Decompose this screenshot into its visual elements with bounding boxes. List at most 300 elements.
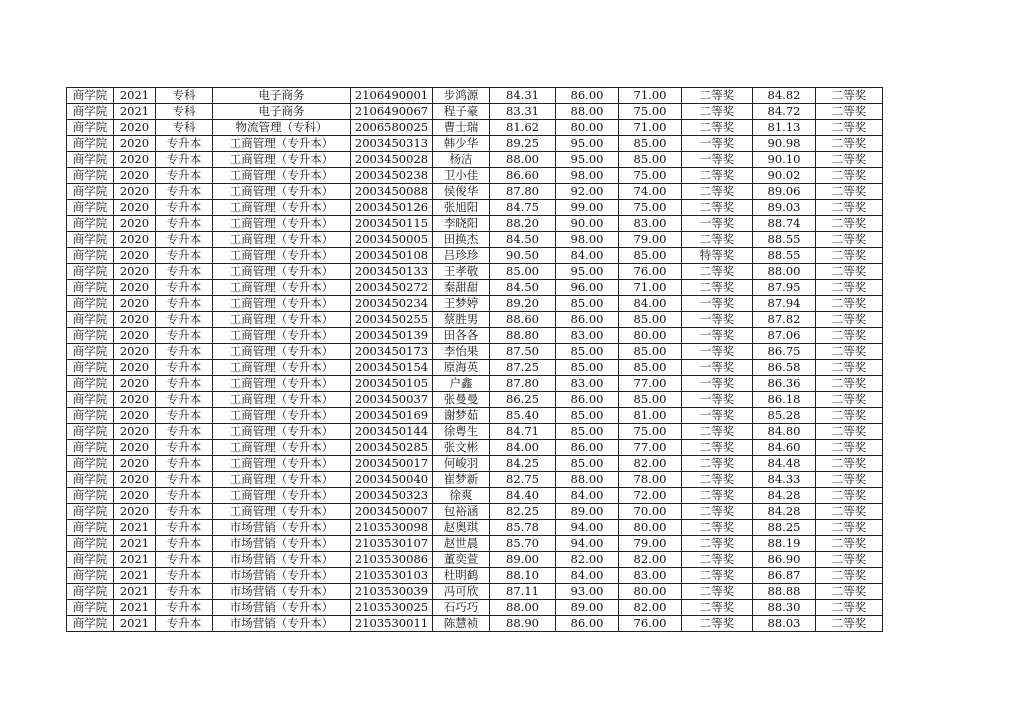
level-cell: 专升本 (156, 504, 213, 520)
score-c-cell: 80.00 (619, 520, 682, 536)
level-cell: 专升本 (156, 360, 213, 376)
table-row (67, 488, 883, 504)
table-row (67, 472, 883, 488)
college-cell: 商学院 (67, 472, 114, 488)
award-a-cell: 一等奖 (682, 376, 753, 392)
college-cell: 商学院 (67, 600, 114, 616)
score-b-cell: 82.00 (556, 552, 619, 568)
total-score-cell: 88.19 (753, 536, 816, 552)
student-id-cell: 2003450285 (351, 440, 433, 456)
total-score-cell: 86.90 (753, 552, 816, 568)
student-id-cell: 2006580025 (351, 120, 433, 136)
table-row (67, 504, 883, 520)
score-c-cell: 80.00 (619, 584, 682, 600)
award-final-cell: 二等奖 (816, 120, 883, 136)
award-a-cell: 二等奖 (682, 584, 753, 600)
score-b-cell: 85.00 (556, 408, 619, 424)
score-c-cell: 74.00 (619, 184, 682, 200)
award-final-cell: 二等奖 (816, 472, 883, 488)
table-row (67, 120, 883, 136)
award-a-cell: 二等奖 (682, 568, 753, 584)
score-a-cell: 84.50 (490, 280, 556, 296)
total-score-cell: 86.58 (753, 360, 816, 376)
table-row (67, 216, 883, 232)
table-row (67, 536, 883, 552)
year-cell: 2020 (114, 248, 156, 264)
name-cell: 程子豪 (433, 104, 490, 120)
year-cell: 2021 (114, 568, 156, 584)
award-final-cell: 二等奖 (816, 360, 883, 376)
award-a-cell: 二等奖 (682, 504, 753, 520)
year-cell: 2021 (114, 88, 156, 104)
major-cell: 工商管理（专升本） (213, 296, 351, 312)
year-cell: 2020 (114, 168, 156, 184)
award-a-cell: 二等奖 (682, 536, 753, 552)
college-cell: 商学院 (67, 232, 114, 248)
score-b-cell: 85.00 (556, 360, 619, 376)
major-cell: 工商管理（专升本） (213, 216, 351, 232)
level-cell: 专升本 (156, 216, 213, 232)
year-cell: 2021 (114, 536, 156, 552)
table-row (67, 376, 883, 392)
score-b-cell: 86.00 (556, 616, 619, 632)
score-b-cell: 84.00 (556, 248, 619, 264)
college-cell: 商学院 (67, 296, 114, 312)
total-score-cell: 86.87 (753, 568, 816, 584)
major-cell: 电子商务 (213, 104, 351, 120)
score-c-cell: 77.00 (619, 376, 682, 392)
name-cell: 徐爽 (433, 488, 490, 504)
student-id-cell: 2003450017 (351, 456, 433, 472)
student-id-cell: 2106490067 (351, 104, 433, 120)
award-final-cell: 二等奖 (816, 264, 883, 280)
score-a-cell: 84.50 (490, 232, 556, 248)
level-cell: 专科 (156, 120, 213, 136)
score-a-cell: 88.60 (490, 312, 556, 328)
total-score-cell: 89.03 (753, 200, 816, 216)
score-b-cell: 95.00 (556, 152, 619, 168)
college-cell: 商学院 (67, 520, 114, 536)
table-row (67, 264, 883, 280)
score-b-cell: 98.00 (556, 168, 619, 184)
award-a-cell: 一等奖 (682, 360, 753, 376)
year-cell: 2020 (114, 376, 156, 392)
name-cell: 田各各 (433, 328, 490, 344)
student-id-cell: 2103530039 (351, 584, 433, 600)
score-b-cell: 84.00 (556, 568, 619, 584)
table-row (67, 584, 883, 600)
score-c-cell: 81.00 (619, 408, 682, 424)
award-final-cell: 二等奖 (816, 488, 883, 504)
name-cell: 杨洁 (433, 152, 490, 168)
level-cell: 专升本 (156, 456, 213, 472)
award-final-cell: 二等奖 (816, 104, 883, 120)
year-cell: 2020 (114, 392, 156, 408)
score-c-cell: 85.00 (619, 360, 682, 376)
score-b-cell: 86.00 (556, 88, 619, 104)
table-row (67, 104, 883, 120)
score-b-cell: 99.00 (556, 200, 619, 216)
table-row (67, 616, 883, 632)
student-id-cell: 2003450005 (351, 232, 433, 248)
name-cell: 陈慧祯 (433, 616, 490, 632)
score-c-cell: 75.00 (619, 424, 682, 440)
award-final-cell: 二等奖 (816, 280, 883, 296)
major-cell: 工商管理（专升本） (213, 376, 351, 392)
award-final-cell: 二等奖 (816, 376, 883, 392)
table-row (67, 392, 883, 408)
score-a-cell: 84.25 (490, 456, 556, 472)
college-cell: 商学院 (67, 328, 114, 344)
major-cell: 工商管理（专升本） (213, 248, 351, 264)
level-cell: 专升本 (156, 344, 213, 360)
score-a-cell: 84.31 (490, 88, 556, 104)
table-row (67, 344, 883, 360)
total-score-cell: 87.82 (753, 312, 816, 328)
score-a-cell: 84.00 (490, 440, 556, 456)
college-cell: 商学院 (67, 552, 114, 568)
total-score-cell: 88.55 (753, 248, 816, 264)
score-b-cell: 92.00 (556, 184, 619, 200)
score-b-cell: 86.00 (556, 440, 619, 456)
score-a-cell: 89.20 (490, 296, 556, 312)
total-score-cell: 90.98 (753, 136, 816, 152)
table-row (67, 552, 883, 568)
award-final-cell: 二等奖 (816, 344, 883, 360)
major-cell: 市场营销（专升本） (213, 600, 351, 616)
score-b-cell: 88.00 (556, 472, 619, 488)
total-score-cell: 88.25 (753, 520, 816, 536)
level-cell: 专升本 (156, 472, 213, 488)
student-id-cell: 2003450238 (351, 168, 433, 184)
major-cell: 物流管理（专科） (213, 120, 351, 136)
award-a-cell: 二等奖 (682, 200, 753, 216)
table-row (67, 440, 883, 456)
level-cell: 专升本 (156, 296, 213, 312)
score-a-cell: 84.71 (490, 424, 556, 440)
student-id-cell: 2103530011 (351, 616, 433, 632)
student-id-cell: 2003450133 (351, 264, 433, 280)
score-c-cell: 85.00 (619, 392, 682, 408)
award-a-cell: 二等奖 (682, 88, 753, 104)
score-b-cell: 94.00 (556, 520, 619, 536)
name-cell: 包裕涵 (433, 504, 490, 520)
college-cell: 商学院 (67, 216, 114, 232)
score-a-cell: 88.00 (490, 600, 556, 616)
total-score-cell: 84.28 (753, 504, 816, 520)
table-row (67, 296, 883, 312)
name-cell: 崔梦新 (433, 472, 490, 488)
score-c-cell: 80.00 (619, 328, 682, 344)
name-cell: 吕珍珍 (433, 248, 490, 264)
major-cell: 工商管理（专升本） (213, 360, 351, 376)
award-a-cell: 二等奖 (682, 472, 753, 488)
major-cell: 工商管理（专升本） (213, 168, 351, 184)
student-id-cell: 2003450255 (351, 312, 433, 328)
major-cell: 市场营销（专升本） (213, 552, 351, 568)
level-cell: 专升本 (156, 616, 213, 632)
college-cell: 商学院 (67, 456, 114, 472)
level-cell: 专升本 (156, 488, 213, 504)
score-a-cell: 83.31 (490, 104, 556, 120)
college-cell: 商学院 (67, 152, 114, 168)
year-cell: 2020 (114, 408, 156, 424)
score-c-cell: 76.00 (619, 616, 682, 632)
award-a-cell: 二等奖 (682, 552, 753, 568)
total-score-cell: 89.06 (753, 184, 816, 200)
year-cell: 2020 (114, 424, 156, 440)
name-cell: 董奕萱 (433, 552, 490, 568)
year-cell: 2020 (114, 488, 156, 504)
score-a-cell: 88.20 (490, 216, 556, 232)
total-score-cell: 86.36 (753, 376, 816, 392)
award-final-cell: 二等奖 (816, 296, 883, 312)
award-final-cell: 二等奖 (816, 392, 883, 408)
award-a-cell: 二等奖 (682, 456, 753, 472)
level-cell: 专升本 (156, 440, 213, 456)
college-cell: 商学院 (67, 488, 114, 504)
major-cell: 工商管理（专升本） (213, 440, 351, 456)
name-cell: 侯俊华 (433, 184, 490, 200)
score-b-cell: 89.00 (556, 504, 619, 520)
score-c-cell: 85.00 (619, 312, 682, 328)
name-cell: 原海英 (433, 360, 490, 376)
score-c-cell: 71.00 (619, 280, 682, 296)
score-c-cell: 70.00 (619, 504, 682, 520)
score-b-cell: 86.00 (556, 392, 619, 408)
score-a-cell: 87.11 (490, 584, 556, 600)
major-cell: 市场营销（专升本） (213, 584, 351, 600)
major-cell: 电子商务 (213, 88, 351, 104)
award-a-cell: 二等奖 (682, 120, 753, 136)
table-row (67, 360, 883, 376)
student-id-cell: 2003450144 (351, 424, 433, 440)
award-final-cell: 二等奖 (816, 568, 883, 584)
college-cell: 商学院 (67, 424, 114, 440)
name-cell: 谢梦茹 (433, 408, 490, 424)
student-id-cell: 2003450037 (351, 392, 433, 408)
year-cell: 2020 (114, 344, 156, 360)
name-cell: 曹士瑞 (433, 120, 490, 136)
score-c-cell: 79.00 (619, 536, 682, 552)
name-cell: 王孝敬 (433, 264, 490, 280)
award-a-cell: 一等奖 (682, 152, 753, 168)
award-final-cell: 二等奖 (816, 88, 883, 104)
student-id-cell: 2106490001 (351, 88, 433, 104)
level-cell: 专升本 (156, 152, 213, 168)
score-a-cell: 87.50 (490, 344, 556, 360)
table-row (67, 312, 883, 328)
major-cell: 工商管理（专升本） (213, 152, 351, 168)
score-b-cell: 86.00 (556, 312, 619, 328)
score-a-cell: 85.78 (490, 520, 556, 536)
level-cell: 专升本 (156, 600, 213, 616)
score-b-cell: 98.00 (556, 232, 619, 248)
level-cell: 专升本 (156, 200, 213, 216)
total-score-cell: 85.28 (753, 408, 816, 424)
table-row (67, 424, 883, 440)
score-c-cell: 72.00 (619, 488, 682, 504)
year-cell: 2020 (114, 360, 156, 376)
score-a-cell: 88.10 (490, 568, 556, 584)
score-a-cell: 88.80 (490, 328, 556, 344)
name-cell: 石巧巧 (433, 600, 490, 616)
table-row (67, 248, 883, 264)
student-id-cell: 2003450313 (351, 136, 433, 152)
major-cell: 市场营销（专升本） (213, 616, 351, 632)
name-cell: 冯可欣 (433, 584, 490, 600)
score-b-cell: 90.00 (556, 216, 619, 232)
total-score-cell: 88.88 (753, 584, 816, 600)
score-a-cell: 81.62 (490, 120, 556, 136)
score-b-cell: 88.00 (556, 104, 619, 120)
student-id-cell: 2103530098 (351, 520, 433, 536)
name-cell: 李晓阳 (433, 216, 490, 232)
year-cell: 2020 (114, 184, 156, 200)
student-id-cell: 2003450234 (351, 296, 433, 312)
student-id-cell: 2003450154 (351, 360, 433, 376)
student-id-cell: 2003450323 (351, 488, 433, 504)
score-a-cell: 88.00 (490, 152, 556, 168)
year-cell: 2021 (114, 600, 156, 616)
award-a-cell: 一等奖 (682, 216, 753, 232)
name-cell: 蔡胜男 (433, 312, 490, 328)
award-final-cell: 二等奖 (816, 312, 883, 328)
score-a-cell: 87.80 (490, 184, 556, 200)
total-score-cell: 88.00 (753, 264, 816, 280)
total-score-cell: 84.28 (753, 488, 816, 504)
college-cell: 商学院 (67, 440, 114, 456)
score-c-cell: 83.00 (619, 568, 682, 584)
college-cell: 商学院 (67, 568, 114, 584)
score-c-cell: 75.00 (619, 104, 682, 120)
level-cell: 专升本 (156, 424, 213, 440)
year-cell: 2020 (114, 152, 156, 168)
score-a-cell: 89.25 (490, 136, 556, 152)
level-cell: 专升本 (156, 280, 213, 296)
name-cell: 户鑫 (433, 376, 490, 392)
level-cell: 专升本 (156, 264, 213, 280)
college-cell: 商学院 (67, 344, 114, 360)
year-cell: 2020 (114, 136, 156, 152)
score-c-cell: 85.00 (619, 152, 682, 168)
level-cell: 专升本 (156, 232, 213, 248)
year-cell: 2020 (114, 472, 156, 488)
year-cell: 2020 (114, 120, 156, 136)
name-cell: 李怡果 (433, 344, 490, 360)
total-score-cell: 87.95 (753, 280, 816, 296)
major-cell: 工商管理（专升本） (213, 184, 351, 200)
score-c-cell: 76.00 (619, 264, 682, 280)
name-cell: 韩少华 (433, 136, 490, 152)
total-score-cell: 87.94 (753, 296, 816, 312)
student-id-cell: 2003450007 (351, 504, 433, 520)
table-row (67, 520, 883, 536)
student-id-cell: 2003450126 (351, 200, 433, 216)
award-final-cell: 二等奖 (816, 216, 883, 232)
table-row (67, 152, 883, 168)
score-b-cell: 85.00 (556, 344, 619, 360)
total-score-cell: 84.33 (753, 472, 816, 488)
college-cell: 商学院 (67, 168, 114, 184)
college-cell: 商学院 (67, 408, 114, 424)
table-row (67, 600, 883, 616)
table-row (67, 280, 883, 296)
score-c-cell: 82.00 (619, 600, 682, 616)
name-cell: 张文彬 (433, 440, 490, 456)
college-cell: 商学院 (67, 248, 114, 264)
student-id-cell: 2103530107 (351, 536, 433, 552)
score-b-cell: 89.00 (556, 600, 619, 616)
score-c-cell: 82.00 (619, 552, 682, 568)
score-b-cell: 96.00 (556, 280, 619, 296)
award-final-cell: 二等奖 (816, 328, 883, 344)
score-c-cell: 78.00 (619, 472, 682, 488)
name-cell: 徐粤生 (433, 424, 490, 440)
score-a-cell: 89.00 (490, 552, 556, 568)
score-a-cell: 88.90 (490, 616, 556, 632)
score-c-cell: 85.00 (619, 136, 682, 152)
year-cell: 2020 (114, 456, 156, 472)
award-final-cell: 二等奖 (816, 200, 883, 216)
name-cell: 卫小佳 (433, 168, 490, 184)
year-cell: 2020 (114, 280, 156, 296)
major-cell: 工商管理（专升本） (213, 136, 351, 152)
award-a-cell: 二等奖 (682, 280, 753, 296)
name-cell: 张曼曼 (433, 392, 490, 408)
score-a-cell: 84.40 (490, 488, 556, 504)
total-score-cell: 86.18 (753, 392, 816, 408)
award-a-cell: 二等奖 (682, 440, 753, 456)
college-cell: 商学院 (67, 120, 114, 136)
score-b-cell: 80.00 (556, 120, 619, 136)
table-row (67, 328, 883, 344)
year-cell: 2020 (114, 264, 156, 280)
score-a-cell: 82.75 (490, 472, 556, 488)
award-a-cell: 特等奖 (682, 248, 753, 264)
name-cell: 赵奥琪 (433, 520, 490, 536)
score-b-cell: 85.00 (556, 296, 619, 312)
award-final-cell: 二等奖 (816, 424, 883, 440)
major-cell: 工商管理（专升本） (213, 280, 351, 296)
name-cell: 赵世晨 (433, 536, 490, 552)
name-cell: 王梦婷 (433, 296, 490, 312)
level-cell: 专升本 (156, 392, 213, 408)
award-a-cell: 一等奖 (682, 312, 753, 328)
student-id-cell: 2003450272 (351, 280, 433, 296)
major-cell: 工商管理（专升本） (213, 472, 351, 488)
score-c-cell: 75.00 (619, 200, 682, 216)
college-cell: 商学院 (67, 376, 114, 392)
award-final-cell: 二等奖 (816, 600, 883, 616)
table-row (67, 232, 883, 248)
student-id-cell: 2003450028 (351, 152, 433, 168)
award-a-cell: 二等奖 (682, 600, 753, 616)
major-cell: 工商管理（专升本） (213, 312, 351, 328)
award-final-cell: 二等奖 (816, 136, 883, 152)
award-a-cell: 二等奖 (682, 168, 753, 184)
major-cell: 工商管理（专升本） (213, 424, 351, 440)
total-score-cell: 88.30 (753, 600, 816, 616)
college-cell: 商学院 (67, 504, 114, 520)
level-cell: 专升本 (156, 536, 213, 552)
award-a-cell: 一等奖 (682, 344, 753, 360)
table-row (67, 456, 883, 472)
student-id-cell: 2003450088 (351, 184, 433, 200)
score-a-cell: 85.40 (490, 408, 556, 424)
table-row (67, 88, 883, 104)
student-id-cell: 2103530103 (351, 568, 433, 584)
